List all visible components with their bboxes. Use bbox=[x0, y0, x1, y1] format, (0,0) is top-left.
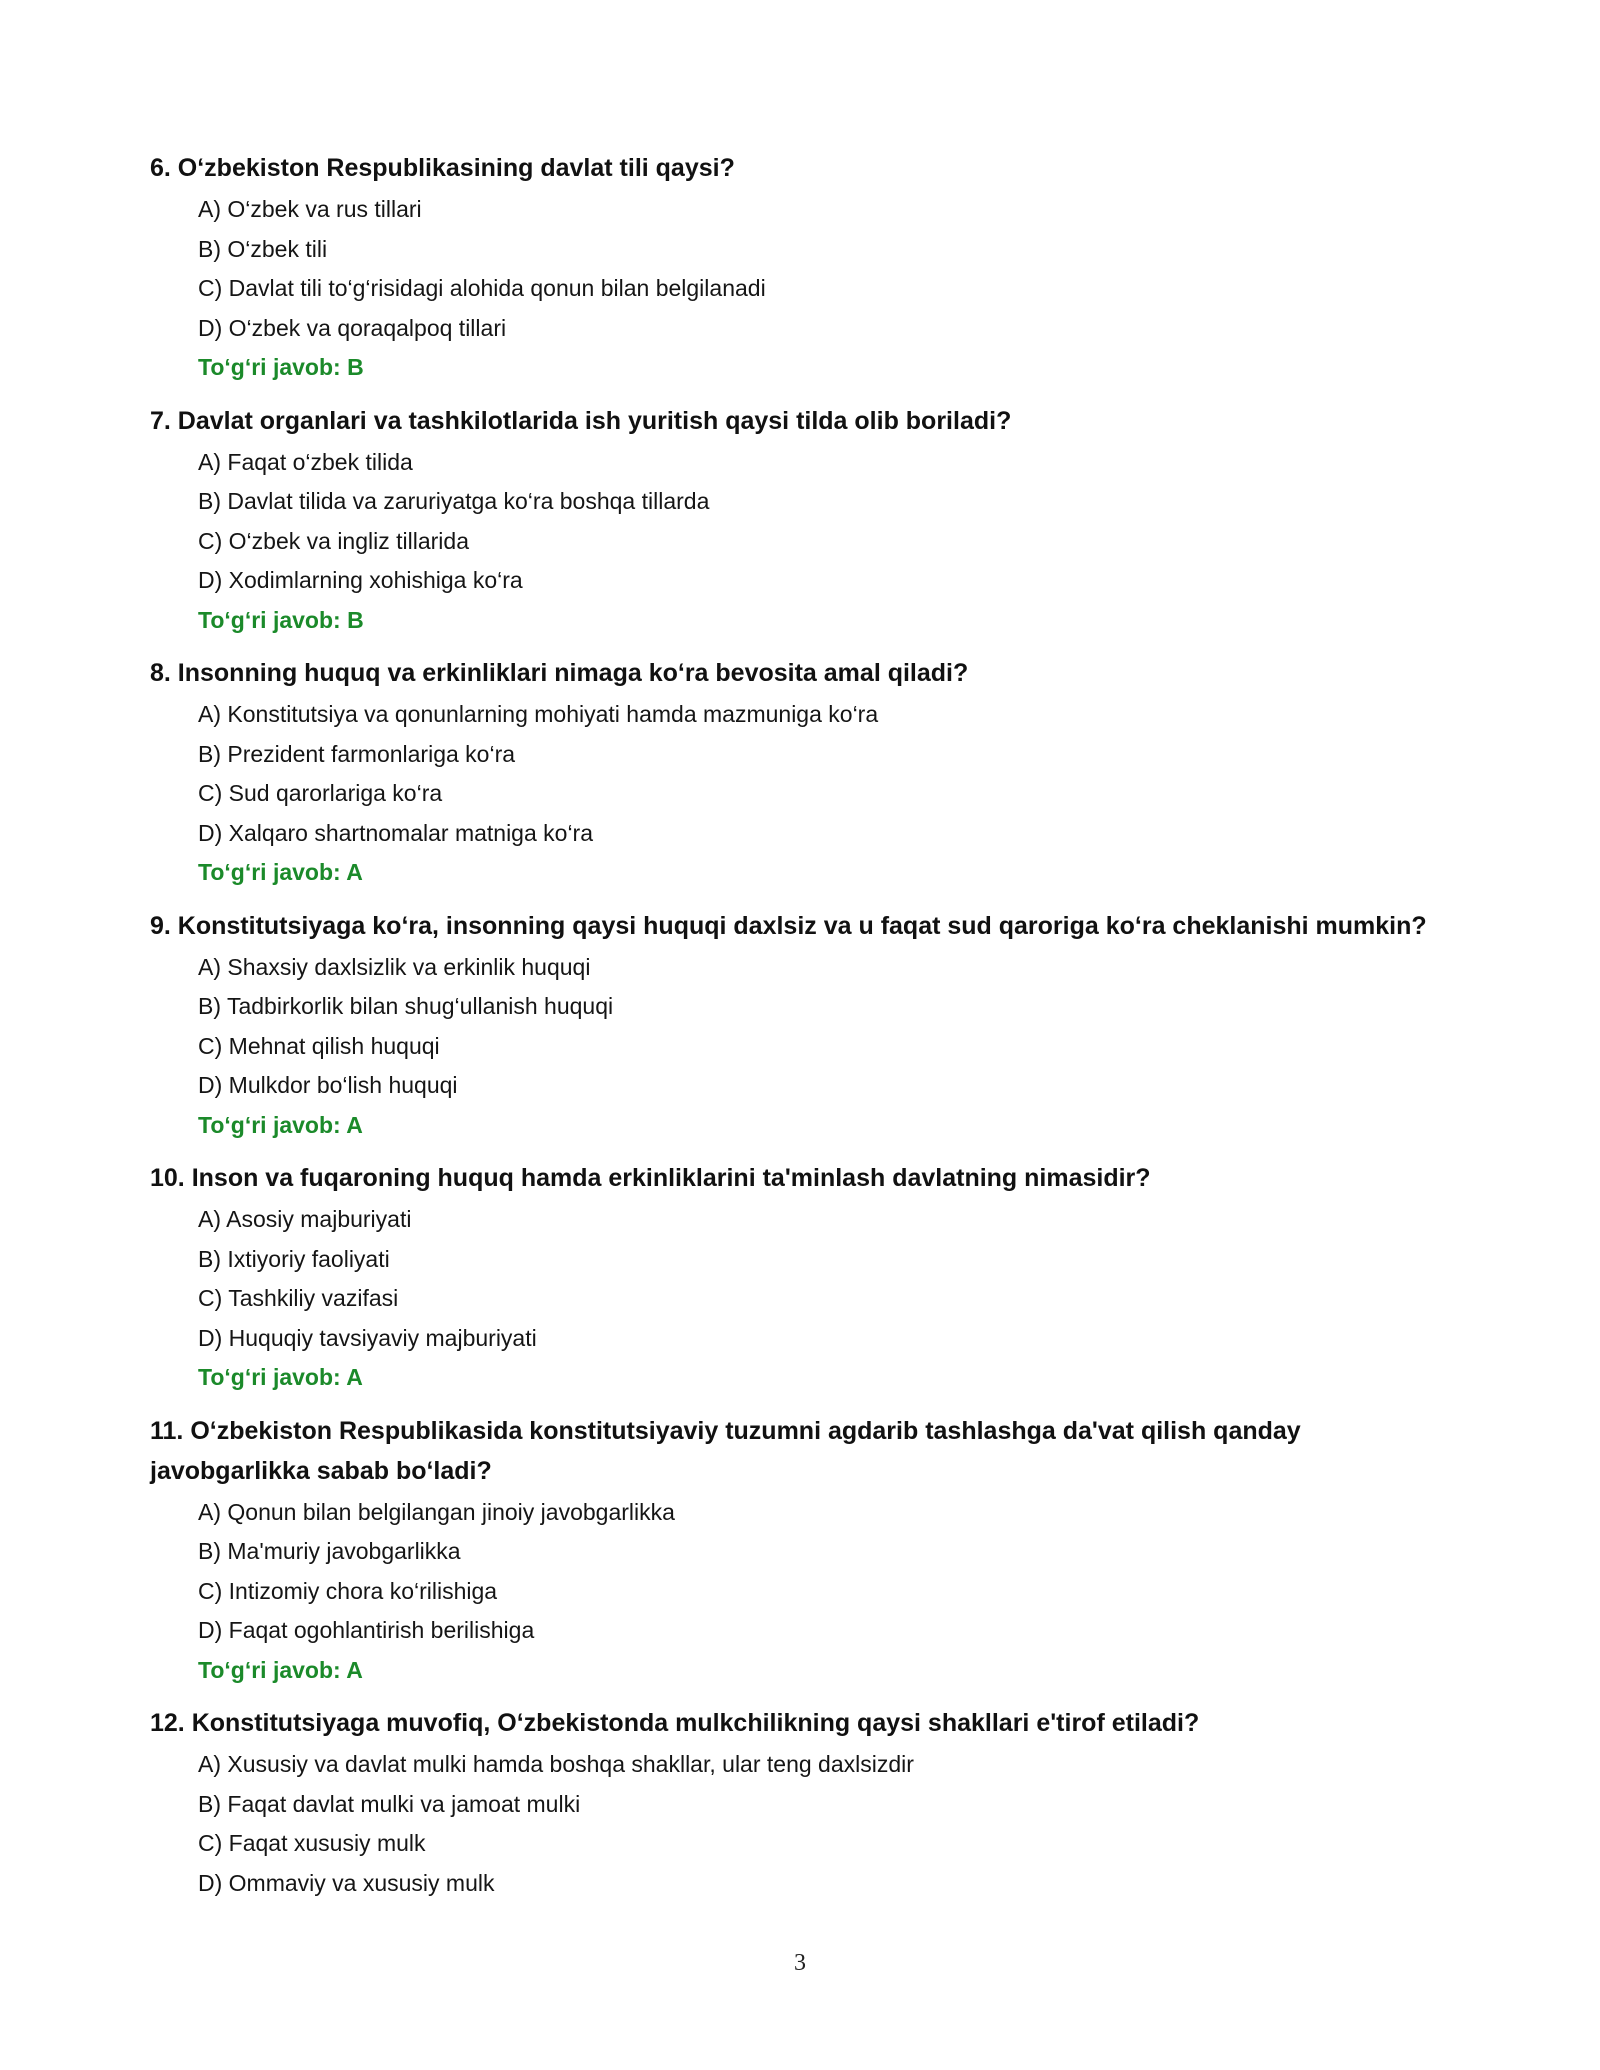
option-d: D) Xalqaro shartnomalar matniga ko‘ra bbox=[198, 819, 594, 846]
question-block bbox=[150, 653, 1450, 893]
question-block bbox=[150, 1158, 1450, 1398]
question-text: 7. Davlat organlari va tashkilotlarida ish yuritish qaysi tilda olib boriladi? bbox=[150, 406, 1012, 435]
option-a: A) Asosiy majburiyati bbox=[198, 1206, 412, 1232]
option-c: C) Davlat tili to‘g‘risidagi alohida qonun bilan belgilanadi bbox=[198, 275, 766, 301]
option-b: B) Prezident farmonlariga ko‘ra bbox=[198, 740, 516, 767]
question-text: 10. Inson va fuqaroning huquq hamda erkinliklarini ta'minlash davlatning nimasidir? bbox=[150, 1164, 1151, 1192]
question-block bbox=[150, 148, 1450, 388]
option-a: A) Xususiy va davlat mulki hamda boshqa shakllar, ular teng daxlsizdir bbox=[198, 1751, 914, 1777]
question-text: 9. Konstitutsiyaga ko‘ra, insonning qaysi huquqi daxlsiz va u faqat sud qaroriga ko‘ra cheklanishi mumkin? bbox=[150, 911, 1427, 940]
option-c: C) Faqat xususiy mulk bbox=[198, 1830, 426, 1856]
option-b: B) Tadbirkorlik bilan shug‘ullanish huquqi bbox=[198, 993, 614, 1019]
option-a: A) Faqat o‘zbek tilida bbox=[198, 448, 413, 475]
option-d: D) Ommaviy va xususiy mulk bbox=[198, 1869, 495, 1896]
question-block bbox=[150, 401, 1450, 641]
option-a: A) O‘zbek va rus tillari bbox=[198, 196, 422, 222]
option-c: C) Mehnat qilish huquqi bbox=[198, 1032, 440, 1059]
option-a: A) Shaxsiy daxlsizlik va erkinlik huquqi bbox=[198, 953, 591, 980]
correct-answer: To‘g‘ri javob: A bbox=[198, 1656, 363, 1683]
option-d: D) Xodimlarning xohishiga ko‘ra bbox=[198, 567, 523, 593]
question-text: 6. O‘zbekiston Respublikasining davlat tili qaysi? bbox=[150, 154, 735, 182]
question-list bbox=[150, 148, 1450, 1903]
option-b: B) Ixtiyoriy faoliyati bbox=[198, 1245, 390, 1272]
option-d: D) O‘zbek va qoraqalpoq tillari bbox=[198, 314, 507, 341]
option-b: B) Davlat tilida va zaruriyatga ko‘ra boshqa tillarda bbox=[198, 488, 710, 514]
option-d: D) Faqat ogohlantirish berilishiga bbox=[198, 1617, 535, 1643]
correct-answer: To‘g‘ri javob: B bbox=[198, 606, 364, 633]
option-d: D) Mulkdor bo‘lish huquqi bbox=[198, 1072, 458, 1098]
page-number: 3 bbox=[794, 1950, 806, 1976]
option-a: A) Qonun bilan belgilangan jinoiy javobgarlikka bbox=[198, 1498, 675, 1525]
correct-answer: To‘g‘ri javob: A bbox=[198, 1111, 363, 1138]
option-a: A) Konstitutsiya va qonunlarning mohiyati hamda mazmuniga ko‘ra bbox=[198, 701, 879, 727]
correct-answer: To‘g‘ri javob: B bbox=[198, 354, 364, 380]
question-text: 11. O‘zbekiston Respublikasida konstitutsiyaviy tuzumni agdarib tashlashga da'vat qilish qanday javobgarlikka sabab bo‘ladi? bbox=[150, 1416, 1301, 1485]
question-block bbox=[150, 1411, 1450, 1691]
option-c: C) Intizomiy chora ko‘rilishiga bbox=[198, 1577, 498, 1604]
option-b: B) Ma'muriy javobgarlikka bbox=[198, 1538, 461, 1564]
option-c: C) Sud qarorlariga ko‘ra bbox=[198, 780, 443, 806]
question-text: 12. Konstitutsiyaga muvofiq, O‘zbekistonda mulkchilikning qaysi shakllari e'tirof etiladi? bbox=[150, 1709, 1200, 1737]
option-c: C) O‘zbek va ingliz tillarida bbox=[198, 527, 469, 554]
option-b: B) Faqat davlat mulki va jamoat mulki bbox=[198, 1790, 581, 1817]
question-text: 8. Insonning huquq va erkinliklari nimaga ko‘ra bevosita amal qiladi? bbox=[150, 659, 969, 687]
question-block bbox=[150, 1703, 1450, 1903]
option-b: B) O‘zbek tili bbox=[198, 235, 328, 262]
option-c: C) Tashkiliy vazifasi bbox=[198, 1285, 399, 1311]
correct-answer: To‘g‘ri javob: A bbox=[198, 859, 363, 885]
question-block bbox=[150, 906, 1450, 1146]
correct-answer: To‘g‘ri javob: A bbox=[198, 1364, 363, 1390]
option-d: D) Huquqiy tavsiyaviy majburiyati bbox=[198, 1324, 537, 1351]
